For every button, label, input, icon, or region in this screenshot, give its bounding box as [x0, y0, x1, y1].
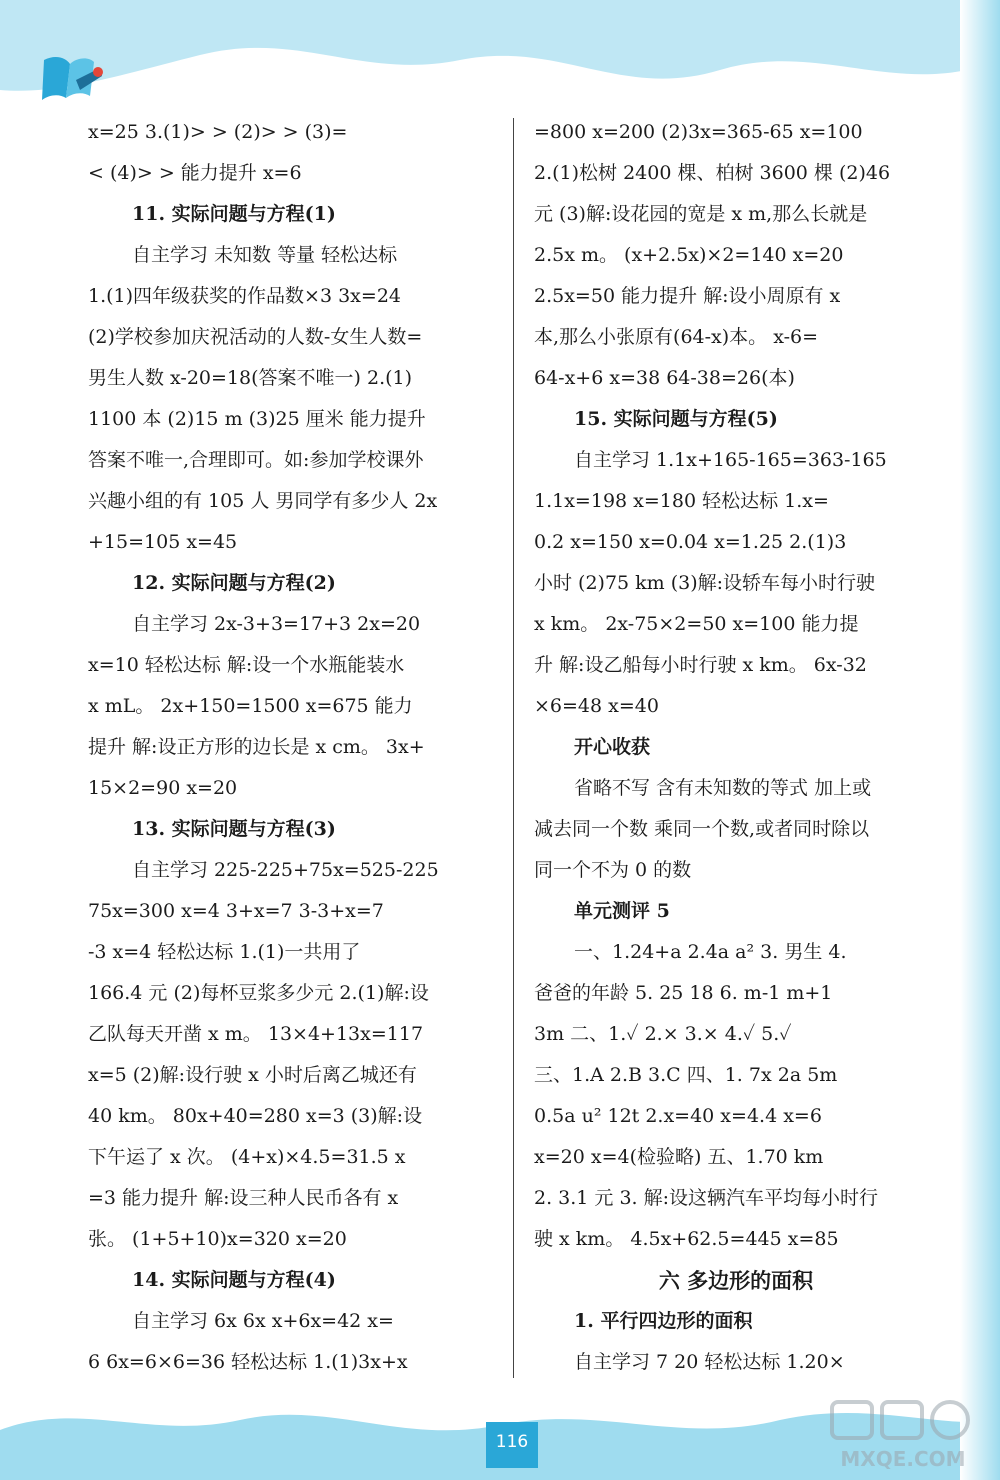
right-line-31: 自主学习 7 20 轻松达标 1.20× — [574, 1351, 845, 1373]
right-line-28: 驶 x km。 4.5x+62.5=445 x=85 — [534, 1228, 839, 1250]
right-line-2: 2.(1)松树 2400 棵、柏树 3600 棵 (2)46 — [534, 162, 891, 184]
left-line-31: 6 6x=6×6=36 轻松达标 1.(1)3x+x — [88, 1351, 408, 1373]
left-line-16: 提升 解:设正方形的边长是 x cm。 3x+ — [88, 736, 425, 758]
left-line-19: 自主学习 225-225+75x=525-225 — [132, 859, 439, 881]
right-line-11: 0.2 x=150 x=0.04 x=1.25 2.(1)3 — [534, 531, 847, 553]
heading-unit-test-5: 单元测评 5 — [574, 900, 670, 922]
section-heading-6-1: 1. 平行四边形的面积 — [574, 1310, 753, 1332]
top-wave-background — [0, 0, 1000, 110]
right-line-14: 升 解:设乙船每小时行驶 x km。 6x-32 — [534, 654, 867, 676]
section-heading-14: 14. 实际问题与方程(4) — [132, 1269, 336, 1291]
left-line-21: -3 x=4 轻松达标 1.(1)一共用了 — [88, 941, 361, 963]
left-line-7: 男生人数 x-20=18(答案不唯一) 2.(1) — [88, 367, 413, 389]
right-line-13: x km。 2x-75×2=50 x=100 能力提 — [534, 613, 859, 635]
left-line-13: 自主学习 2x-3+3=17+3 2x=20 — [132, 613, 421, 635]
left-line-4: 自主学习 未知数 等量 轻松达标 — [132, 244, 398, 266]
left-line-23: 乙队每天开凿 x m。 13×4+13x=117 — [88, 1023, 424, 1045]
page-number: 116 — [486, 1422, 538, 1468]
left-line-9: 答案不唯一,合理即可。如:参加学校课外 — [88, 449, 424, 471]
left-line-8: 1100 本 (2)15 m (3)25 厘米 能力提升 — [88, 408, 426, 430]
right-line-6: 本,那么小张原有(64-x)本。 x-6= — [534, 326, 819, 348]
left-line-28: 张。 (1+5+10)x=320 x=20 — [88, 1228, 347, 1250]
section-heading-13: 13. 实际问题与方程(3) — [132, 818, 336, 840]
right-line-26: x=20 x=4(检验略) 五、1.70 km — [534, 1146, 824, 1168]
left-line-15: x mL。 2x+150=1500 x=675 能力 — [88, 695, 413, 717]
right-line-9: 自主学习 1.1x+165-165=363-165 — [574, 449, 887, 471]
section-heading-11: 11. 实际问题与方程(1) — [132, 203, 336, 225]
right-line-4: 2.5x m。 (x+2.5x)×2=140 x=20 — [534, 244, 844, 266]
chapter-heading-6: 六 多边形的面积 — [658, 1268, 814, 1293]
left-line-24: x=5 (2)解:设行驶 x 小时后离乙城还有 — [88, 1064, 417, 1086]
right-line-15: ×6=48 x=40 — [534, 695, 659, 717]
left-line-30: 自主学习 6x 6x x+6x=42 x= — [132, 1310, 394, 1332]
scroll-logo-icon — [36, 50, 106, 116]
right-line-3: 元 (3)解:设花园的宽是 x m,那么长就是 — [534, 203, 868, 225]
left-line-20: 75x=300 x=4 3+x=7 3-3+x=7 — [88, 900, 384, 922]
left-line-11: +15=105 x=45 — [88, 531, 238, 553]
right-line-24: 三、1.A 2.B 3.C 四、1. 7x 2a 5m — [534, 1064, 838, 1086]
left-line-25: 40 km。 80x+40=280 x=3 (3)解:设 — [88, 1105, 423, 1127]
left-line-10: 兴趣小组的有 105 人 男同学有多少人 2x — [88, 490, 438, 512]
left-line-27: =3 能力提升 解:设三种人民币各有 x — [88, 1187, 399, 1209]
right-line-22: 爸爸的年龄 5. 25 18 6. m-1 m+1 — [534, 982, 833, 1004]
left-line-5: 1.(1)四年级获奖的作品数×3 3x=24 — [88, 285, 401, 307]
section-heading-15: 15. 实际问题与方程(5) — [574, 408, 778, 430]
left-line-26: 下午运了 x 次。 (4+x)×4.5=31.5 x — [88, 1146, 406, 1168]
right-line-1: =800 x=200 (2)3x=365-65 x=100 — [534, 121, 863, 143]
right-line-19: 同一个不为 0 的数 — [534, 859, 692, 881]
right-line-27: 2. 3.1 元 3. 解:设这辆汽车平均每小时行 — [534, 1187, 879, 1209]
right-line-25: 0.5a u² 12t 2.x=40 x=4.4 x=6 — [534, 1105, 822, 1127]
column-divider — [513, 118, 514, 1378]
section-heading-12: 12. 实际问题与方程(2) — [132, 572, 336, 594]
right-line-5: 2.5x=50 能力提升 解:设小周原有 x — [534, 285, 841, 307]
left-line-6: (2)学校参加庆祝活动的人数-女生人数= — [88, 326, 423, 348]
right-line-7: 64-x+6 x=38 64-38=26(本) — [534, 367, 795, 389]
right-line-18: 减去同一个数 乘同一个数,或者同时除以 — [534, 818, 870, 840]
watermark-text: MXQE.COM — [840, 1447, 966, 1471]
left-line-2: < (4)> > 能力提升 x=6 — [88, 162, 302, 184]
right-line-17: 省略不写 含有未知数的等式 加上或 — [574, 777, 872, 799]
answer-watermark-icon — [828, 1398, 978, 1472]
right-line-23: 3m 二、1.✓ 2.× 3.× 4.✓ 5.✓ — [534, 1023, 792, 1045]
left-line-1: x=25 3.(1)> > (2)> > (3)= — [88, 121, 348, 143]
heading-kaixin-shouhuo: 开心收获 — [574, 736, 651, 758]
right-line-10: 1.1x=198 x=180 轻松达标 1.x= — [534, 490, 829, 512]
left-line-14: x=10 轻松达标 解:设一个水瓶能装水 — [88, 654, 405, 676]
right-column — [534, 112, 938, 1383]
right-edge-background — [960, 0, 1000, 1480]
right-line-21: 一、1.24+a 2.4a a² 3. 男生 4. — [574, 941, 847, 963]
left-column — [88, 112, 493, 1383]
left-line-22: 166.4 元 (2)每杯豆浆多少元 2.(1)解:设 — [88, 982, 429, 1004]
left-line-17: 15×2=90 x=20 — [88, 777, 238, 799]
right-line-12: 小时 (2)75 km (3)解:设轿车每小时行驶 — [534, 572, 876, 594]
